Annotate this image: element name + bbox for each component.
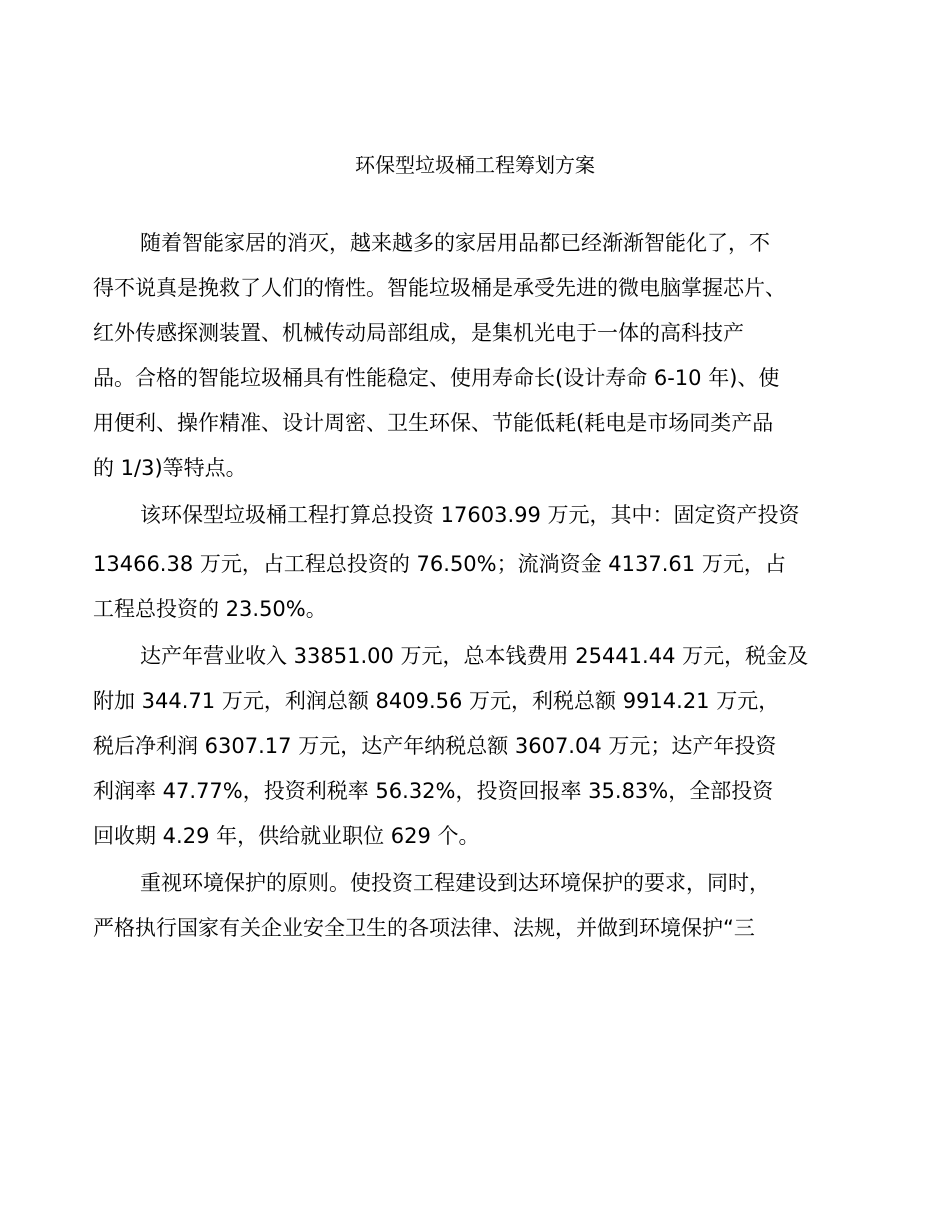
paragraph-3-line-4: 利润率 47.77%，投资利税率 56.32%，投资回报率 35.83%，全部投资 <box>93 779 774 803</box>
paragraph-3-line-2: 附加 344.71 万元，利润总额 8409.56 万元，利税总额 9914.21 万元， <box>93 689 780 713</box>
paragraph-3-line-3: 税后净利润 6307.17 万元，达产年纳税总额 3607.04 万元；达产年投资 <box>93 734 777 758</box>
paragraph-4-line-2: 严格执行国家有关企业安全卫生的各项法律、法规，并做到环境保护“三 <box>93 916 755 940</box>
paragraph-1-line-4: 品。合格的智能垃圾桶具有性能稳定、使用寿命长(设计寿命 6-10 年)、使 <box>93 366 780 390</box>
paragraph-2-line-1: 该环保型垃圾桶工程打算总投资 17603.99 万元，其中：固定资产投资 <box>140 503 800 527</box>
paragraph-4-line-1: 重视环境保护的原则。使投资工程建设到达环境保护的要求，同时， <box>140 871 770 895</box>
paragraph-1-line-6: 的 1/3)等特点。 <box>93 456 247 480</box>
paragraph-3-line-5: 回收期 4.29 年，供给就业职位 629 个。 <box>93 824 480 848</box>
paragraph-2-line-3: 工程总投资的 23.50%。 <box>93 597 327 621</box>
paragraph-1-line-3: 红外传感探测装置、机械传动局部组成，是集机光电于一体的高科技产 <box>93 321 744 345</box>
paragraph-1-line-1: 随着智能家居的消灭，越来越多的家居用品都已经渐渐智能化了，不 <box>140 231 770 255</box>
paragraph-2-line-2: 13466.38 万元，占工程总投资的 76.50%；流淌资金 4137.61 万元，占 <box>93 552 786 576</box>
paragraph-1-line-2: 得不说真是挽救了人们的惰性。智能垃圾桶是承受先进的微电脑掌握芯片、 <box>93 276 786 300</box>
document-title: 环保型垃圾桶工程筹划方案 <box>355 153 595 177</box>
paragraph-3-line-1: 达产年营业收入 33851.00 万元，总本钱费用 25441.44 万元，税金及 <box>140 644 809 668</box>
paragraph-1-line-5: 用便利、操作精准、设计周密、卫生环保、节能低耗(耗电是市场同类产品 <box>93 411 774 435</box>
